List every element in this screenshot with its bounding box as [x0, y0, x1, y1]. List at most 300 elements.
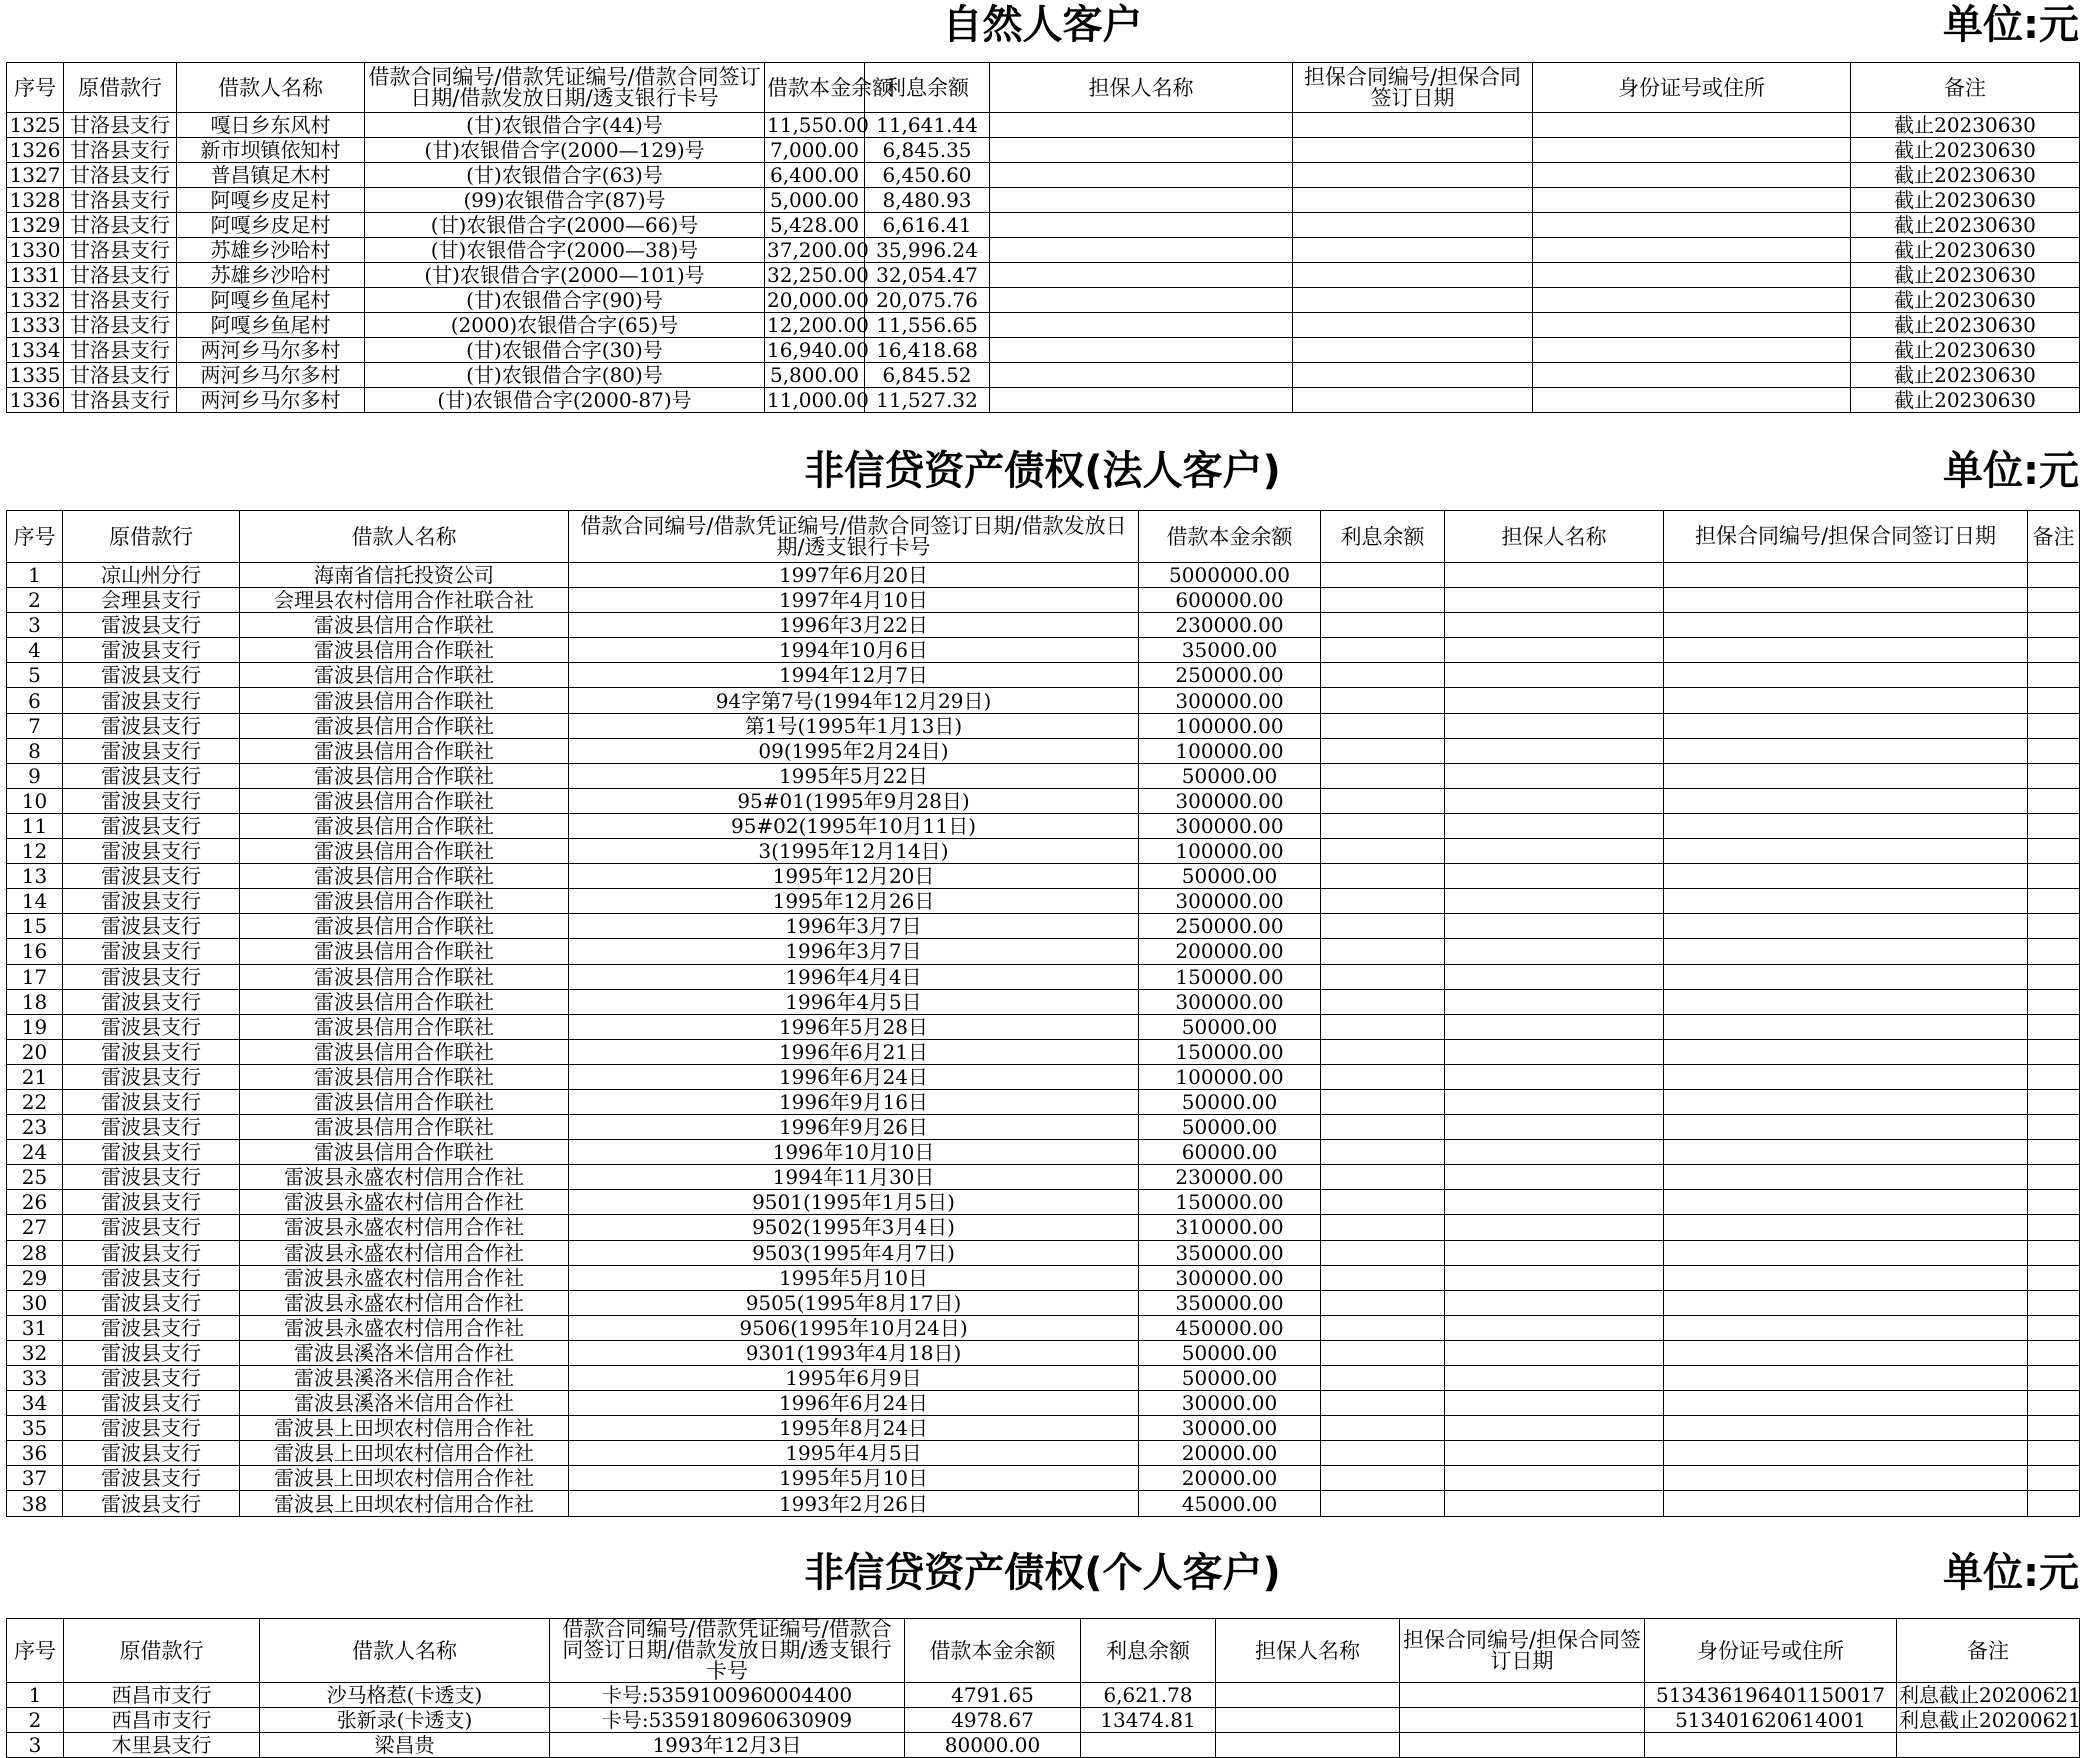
table-cell: 50000.00 [1139, 763, 1321, 788]
table-cell: 09(1995年2月24日) [569, 738, 1139, 763]
table-cell: 两河乡马尔多村 [177, 338, 365, 363]
table-cell: 甘洛县支行 [64, 163, 177, 188]
table-cell: 甘洛县支行 [64, 288, 177, 313]
table-cell: 阿嘎乡鱼尾村 [177, 288, 365, 313]
table-row [7, 1366, 2080, 1391]
column-header: 备注 [1851, 63, 2080, 113]
table-cell [1445, 864, 1664, 889]
table-row [7, 163, 2080, 188]
table-row [7, 939, 2080, 964]
table-cell [990, 363, 1293, 388]
table-cell: 300000.00 [1139, 688, 1321, 713]
table-cell: 3 [7, 613, 63, 638]
table-cell: 雷波县信用合作联社 [240, 939, 569, 964]
table-cell: 1996年6月24日 [569, 1391, 1139, 1416]
table-cell [1321, 1441, 1445, 1466]
table-cell: 1332 [7, 288, 64, 313]
individual-table [6, 1618, 2080, 1758]
table-cell [1664, 1290, 2028, 1315]
table-cell: 雷波县支行 [63, 738, 240, 763]
table-row [7, 813, 2080, 838]
table-cell [1533, 288, 1851, 313]
table-cell: 9503(1995年4月7日) [569, 1240, 1139, 1265]
table-cell: 27 [7, 1215, 63, 1240]
table-cell: 34 [7, 1391, 63, 1416]
table-cell: 两河乡马尔多村 [177, 363, 365, 388]
table-cell: 第1号(1995年1月13日) [569, 713, 1139, 738]
table-cell: 雷波县信用合作联社 [240, 964, 569, 989]
table-cell [1445, 1039, 1664, 1064]
table-cell: 50000.00 [1139, 1366, 1321, 1391]
table-cell [1321, 1089, 1445, 1114]
table-cell: 1996年4月4日 [569, 964, 1139, 989]
table-cell [2028, 1366, 2080, 1391]
table-cell: 100000.00 [1139, 1064, 1321, 1089]
table-cell: 雷波县信用合作联社 [240, 914, 569, 939]
table-cell [990, 313, 1293, 338]
table-cell [990, 263, 1293, 288]
table-cell: 11 [7, 813, 63, 838]
table-cell: 28 [7, 1240, 63, 1265]
table-cell: 13 [7, 864, 63, 889]
table-cell: 甘洛县支行 [64, 363, 177, 388]
table-cell: 雷波县支行 [63, 1039, 240, 1064]
table-cell: 雷波县支行 [63, 1391, 240, 1416]
table-cell [1445, 964, 1664, 989]
table-cell: (甘)农银借合字(80)号 [365, 363, 765, 388]
table-cell: 310000.00 [1139, 1215, 1321, 1240]
table-cell: 230000.00 [1139, 613, 1321, 638]
column-header: 原借款行 [64, 63, 177, 113]
table-cell: 雷波县信用合作联社 [240, 864, 569, 889]
table-cell: 雷波县支行 [63, 1441, 240, 1466]
table-cell [2028, 663, 2080, 688]
table-cell [1445, 1466, 1664, 1491]
table-cell: 张新录(卡透支) [260, 1708, 550, 1733]
table-cell [2028, 813, 2080, 838]
table-header-row [7, 511, 2080, 563]
table-cell [1533, 188, 1851, 213]
table-cell: 雷波县信用合作联社 [240, 1039, 569, 1064]
table-cell: 阿嘎乡皮足村 [177, 188, 365, 213]
table-cell [1321, 1416, 1445, 1441]
table-cell: 300000.00 [1139, 1265, 1321, 1290]
table-cell [1321, 839, 1445, 864]
table-cell: 1 [7, 563, 63, 588]
column-header: 借款人名称 [177, 63, 365, 113]
table-row [7, 1708, 2080, 1733]
table-cell: 雷波县支行 [63, 713, 240, 738]
table-cell: 3 [7, 1733, 64, 1758]
table-cell: 50000.00 [1139, 1089, 1321, 1114]
table-cell: 雷波县支行 [63, 1215, 240, 1240]
table-cell [1664, 839, 2028, 864]
column-header: 担保人名称 [1445, 511, 1664, 563]
table-cell: 普昌镇足木村 [177, 163, 365, 188]
table-row [7, 213, 2080, 238]
table-cell: 1994年10月6日 [569, 638, 1139, 663]
table-cell: (甘)农银借合字(30)号 [365, 338, 765, 363]
table-row [7, 889, 2080, 914]
table-cell: (甘)农银借合字(2000—66)号 [365, 213, 765, 238]
table-cell [1216, 1708, 1400, 1733]
table-cell [1664, 989, 2028, 1014]
column-header: 借款合同编号/借款凭证编号/借款合同签订日期/借款发放日期/透支银行卡号 [550, 1619, 905, 1683]
table-cell: 雷波县支行 [63, 1290, 240, 1315]
table-cell [2028, 939, 2080, 964]
table-cell [2028, 989, 2080, 1014]
section-natural-person-header [0, 0, 2085, 52]
table-cell [1321, 1014, 1445, 1039]
table-cell: 雷波县支行 [63, 964, 240, 989]
table-row [7, 613, 2080, 638]
table-cell [2028, 563, 2080, 588]
table-cell [2028, 613, 2080, 638]
table-cell: 1995年5月22日 [569, 763, 1139, 788]
table-cell: 1995年6月9日 [569, 1366, 1139, 1391]
table-cell: 西昌市支行 [64, 1708, 260, 1733]
table-cell [1533, 138, 1851, 163]
table-cell: 6,616.41 [865, 213, 990, 238]
table-cell: 30000.00 [1139, 1391, 1321, 1416]
table-row [7, 1683, 2080, 1708]
table-cell [1445, 1491, 1664, 1516]
corporate-table [6, 510, 2080, 1517]
table-cell: 350000.00 [1139, 1240, 1321, 1265]
table-cell [1664, 1165, 2028, 1190]
column-header: 担保合同编号/担保合同签订日期 [1400, 1619, 1645, 1683]
table-cell: 200000.00 [1139, 939, 1321, 964]
table-cell [1400, 1708, 1645, 1733]
table-row [7, 663, 2080, 688]
table-cell: 100000.00 [1139, 738, 1321, 763]
column-header: 身份证号或住所 [1645, 1619, 1897, 1683]
table-cell: 7,000.00 [765, 138, 865, 163]
table-cell [1645, 1733, 1897, 1758]
table-cell: 11,641.44 [865, 113, 990, 138]
table-cell: 海南省信托投资公司 [240, 563, 569, 588]
table-cell: 雷波县上田坝农村信用合作社 [240, 1466, 569, 1491]
table-row [7, 1240, 2080, 1265]
table-cell: 雷波县支行 [63, 1366, 240, 1391]
table-cell [1445, 1140, 1664, 1165]
table-cell: 嘎日乡东风村 [177, 113, 365, 138]
table-row [7, 1491, 2080, 1516]
section-title: 非信贷资产债权(个人客户) [804, 1550, 1281, 1596]
table-cell [2028, 1290, 2080, 1315]
table-cell [1664, 1215, 2028, 1240]
table-cell [1445, 763, 1664, 788]
table-cell: 50000.00 [1139, 864, 1321, 889]
table-cell [1445, 738, 1664, 763]
table-cell [1445, 588, 1664, 613]
table-row [7, 338, 2080, 363]
table-cell [1321, 563, 1445, 588]
table-cell [1445, 889, 1664, 914]
table-cell: 1996年6月21日 [569, 1039, 1139, 1064]
table-cell: 会理县农村信用合作社联合社 [240, 588, 569, 613]
table-cell: 苏雄乡沙哈村 [177, 263, 365, 288]
table-cell: 雷波县支行 [63, 839, 240, 864]
table-cell [2028, 1240, 2080, 1265]
column-header: 担保人名称 [990, 63, 1293, 113]
table-cell: 雷波县支行 [63, 889, 240, 914]
table-cell: 雷波县溪洛米信用合作社 [240, 1340, 569, 1365]
table-cell [1533, 313, 1851, 338]
table-cell [1321, 763, 1445, 788]
table-cell: 雷波县上田坝农村信用合作社 [240, 1416, 569, 1441]
table-cell: 1997年6月20日 [569, 563, 1139, 588]
table-row [7, 1039, 2080, 1064]
table-cell: 60000.00 [1139, 1140, 1321, 1165]
table-cell: 1325 [7, 113, 64, 138]
table-cell [990, 238, 1293, 263]
column-header: 借款人名称 [260, 1619, 550, 1683]
table-row [7, 1140, 2080, 1165]
table-cell: 雷波县支行 [63, 688, 240, 713]
table-cell: (甘)农银借合字(2000—129)号 [365, 138, 765, 163]
table-cell [2028, 1039, 2080, 1064]
table-cell: 截止20230630 [1851, 163, 2080, 188]
table-row [7, 363, 2080, 388]
table-cell: 1993年12月3日 [550, 1733, 905, 1758]
table-row [7, 1089, 2080, 1114]
table-cell: 1996年3月7日 [569, 939, 1139, 964]
table-cell: 雷波县支行 [63, 613, 240, 638]
table-row [7, 1165, 2080, 1190]
table-cell: 木里县支行 [64, 1733, 260, 1758]
table-cell: 18 [7, 989, 63, 1014]
table-cell: 雷波县支行 [63, 989, 240, 1014]
table-cell [1081, 1733, 1216, 1758]
column-header: 借款本金余额 [1139, 511, 1321, 563]
table-cell: 5,428.00 [765, 213, 865, 238]
table-cell: 1996年10月10日 [569, 1140, 1139, 1165]
table-cell [2028, 1340, 2080, 1365]
table-cell: 1331 [7, 263, 64, 288]
table-cell [2028, 1140, 2080, 1165]
table-cell [1445, 1290, 1664, 1315]
table-cell [1533, 388, 1851, 413]
table-cell: 9301(1993年4月18日) [569, 1340, 1139, 1365]
table-cell: 1329 [7, 213, 64, 238]
table-cell [1664, 738, 2028, 763]
table-cell [1664, 638, 2028, 663]
table-cell [1664, 1140, 2028, 1165]
table-cell: 17 [7, 964, 63, 989]
table-row [7, 1014, 2080, 1039]
table-cell: 16,940.00 [765, 338, 865, 363]
table-cell [2028, 864, 2080, 889]
table-cell [2028, 1014, 2080, 1039]
table-cell: 雷波县信用合作联社 [240, 1089, 569, 1114]
table-row [7, 1290, 2080, 1315]
table-row [7, 563, 2080, 588]
table-cell [1445, 1165, 1664, 1190]
table-cell: 雷波县永盛农村信用合作社 [240, 1190, 569, 1215]
table-cell: 截止20230630 [1851, 288, 2080, 313]
table-cell: 1996年3月7日 [569, 914, 1139, 939]
table-row [7, 238, 2080, 263]
table-cell: 6,400.00 [765, 163, 865, 188]
table-cell: 16 [7, 939, 63, 964]
table-cell: 梁昌贵 [260, 1733, 550, 1758]
table-cell: 45000.00 [1139, 1491, 1321, 1516]
table-row [7, 1190, 2080, 1215]
table-cell: 1328 [7, 188, 64, 213]
table-cell: 雷波县支行 [63, 1416, 240, 1441]
table-cell [1445, 663, 1664, 688]
table-row [7, 188, 2080, 213]
unit-label: 单位:元 [1943, 2, 2079, 48]
table-cell: 雷波县信用合作联社 [240, 1115, 569, 1140]
table-cell: 雷波县信用合作联社 [240, 989, 569, 1014]
table-cell [1445, 839, 1664, 864]
table-cell [1664, 1315, 2028, 1340]
table-cell: 截止20230630 [1851, 138, 2080, 163]
column-header: 担保合同编号/担保合同签订日期 [1293, 63, 1533, 113]
table-cell [2028, 914, 2080, 939]
table-row [7, 388, 2080, 413]
table-cell [2028, 788, 2080, 813]
section-title: 非信贷资产债权(法人客户) [804, 448, 1281, 494]
table-cell [1445, 688, 1664, 713]
table-cell: 20 [7, 1039, 63, 1064]
table-cell: 雷波县信用合作联社 [240, 663, 569, 688]
column-header: 借款合同编号/借款凭证编号/借款合同签订日期/借款发放日期/透支银行卡号 [569, 511, 1139, 563]
table-cell: 甘洛县支行 [64, 388, 177, 413]
table-cell [1445, 914, 1664, 939]
table-cell: 4791.65 [905, 1683, 1081, 1708]
column-header: 利息余额 [1081, 1619, 1216, 1683]
table-cell [1664, 588, 2028, 613]
table-cell: 9506(1995年10月24日) [569, 1315, 1139, 1340]
table-cell: 截止20230630 [1851, 388, 2080, 413]
table-cell [1445, 813, 1664, 838]
table-cell: 1995年12月20日 [569, 864, 1139, 889]
table-cell [1321, 613, 1445, 638]
table-cell [1293, 388, 1533, 413]
column-header: 利息余额 [1321, 511, 1445, 563]
table-cell [1445, 1315, 1664, 1340]
table-cell [1321, 1064, 1445, 1089]
table-cell: 6,621.78 [1081, 1683, 1216, 1708]
table-row [7, 1064, 2080, 1089]
table-cell: 30000.00 [1139, 1416, 1321, 1441]
table-cell [1293, 163, 1533, 188]
table-cell: 雷波县支行 [63, 638, 240, 663]
table-cell: 350000.00 [1139, 1290, 1321, 1315]
table-cell: 5,000.00 [765, 188, 865, 213]
table-row [7, 914, 2080, 939]
table-cell: 雷波县信用合作联社 [240, 1140, 569, 1165]
table-cell: 6 [7, 688, 63, 713]
table-cell [1533, 213, 1851, 238]
table-cell [1664, 1265, 2028, 1290]
table-cell [1664, 1089, 2028, 1114]
table-cell: 2 [7, 1708, 64, 1733]
table-row [7, 1315, 2080, 1340]
table-cell: 西昌市支行 [64, 1683, 260, 1708]
table-cell [1321, 1290, 1445, 1315]
table-cell: 雷波县支行 [63, 1240, 240, 1265]
table-cell: 36 [7, 1441, 63, 1466]
section-title: 自然人客户 [942, 2, 1143, 48]
table-cell: 12 [7, 839, 63, 864]
table-cell: 卡号:5359100960004400 [550, 1683, 905, 1708]
table-cell: 24 [7, 1140, 63, 1165]
table-header-row [7, 1619, 2080, 1683]
table-cell: 雷波县支行 [63, 1115, 240, 1140]
table-cell: 6,845.35 [865, 138, 990, 163]
table-cell: 1326 [7, 138, 64, 163]
unit-label: 单位:元 [1943, 1550, 2079, 1596]
table-cell: 100000.00 [1139, 713, 1321, 738]
table-cell [1321, 914, 1445, 939]
table-cell: 513401620614001 [1645, 1708, 1897, 1733]
table-row [7, 1115, 2080, 1140]
table-cell: 凉山州分行 [63, 563, 240, 588]
table-cell: 1995年4月5日 [569, 1441, 1139, 1466]
table-row [7, 263, 2080, 288]
table-cell [1664, 1466, 2028, 1491]
table-cell: 50000.00 [1139, 1014, 1321, 1039]
table-cell: 甘洛县支行 [64, 263, 177, 288]
table-cell [1321, 788, 1445, 813]
table-cell [1293, 188, 1533, 213]
table-cell: 11,556.65 [865, 313, 990, 338]
table-cell: 1 [7, 1683, 64, 1708]
table-cell [1664, 889, 2028, 914]
table-cell [1445, 1014, 1664, 1039]
table-cell: 5,800.00 [765, 363, 865, 388]
table-cell [2028, 964, 2080, 989]
table-cell: 32,054.47 [865, 263, 990, 288]
table-cell [1321, 989, 1445, 1014]
table-cell [990, 288, 1293, 313]
table-cell: 150000.00 [1139, 1039, 1321, 1064]
table-cell: 3(1995年12月14日) [569, 839, 1139, 864]
table-cell [1664, 964, 2028, 989]
table-cell: 1995年5月10日 [569, 1466, 1139, 1491]
table-cell: 雷波县永盛农村信用合作社 [240, 1315, 569, 1340]
table-cell: 35,996.24 [865, 238, 990, 263]
table-cell: 1336 [7, 388, 64, 413]
table-cell: 38 [7, 1491, 63, 1516]
table-cell: 雷波县支行 [63, 1064, 240, 1089]
table-cell [1321, 1466, 1445, 1491]
table-cell: 23 [7, 1115, 63, 1140]
table-cell: 苏雄乡沙哈村 [177, 238, 365, 263]
table-cell [2028, 713, 2080, 738]
table-cell [1321, 638, 1445, 663]
table-cell: 雷波县支行 [63, 1089, 240, 1114]
table-cell [1445, 1089, 1664, 1114]
table-cell: 甘洛县支行 [64, 113, 177, 138]
table-cell [1664, 1039, 2028, 1064]
table-cell: 6,845.52 [865, 363, 990, 388]
table-cell [1445, 1416, 1664, 1441]
table-cell [1664, 939, 2028, 964]
table-cell [990, 213, 1293, 238]
table-cell: 雷波县信用合作联社 [240, 839, 569, 864]
table-cell [1445, 1240, 1664, 1265]
table-cell: 会理县支行 [63, 588, 240, 613]
table-cell [2028, 1315, 2080, 1340]
table-cell: 雷波县支行 [63, 914, 240, 939]
table-cell: 513436196401150017 [1645, 1683, 1897, 1708]
table-cell: 雷波县永盛农村信用合作社 [240, 1240, 569, 1265]
